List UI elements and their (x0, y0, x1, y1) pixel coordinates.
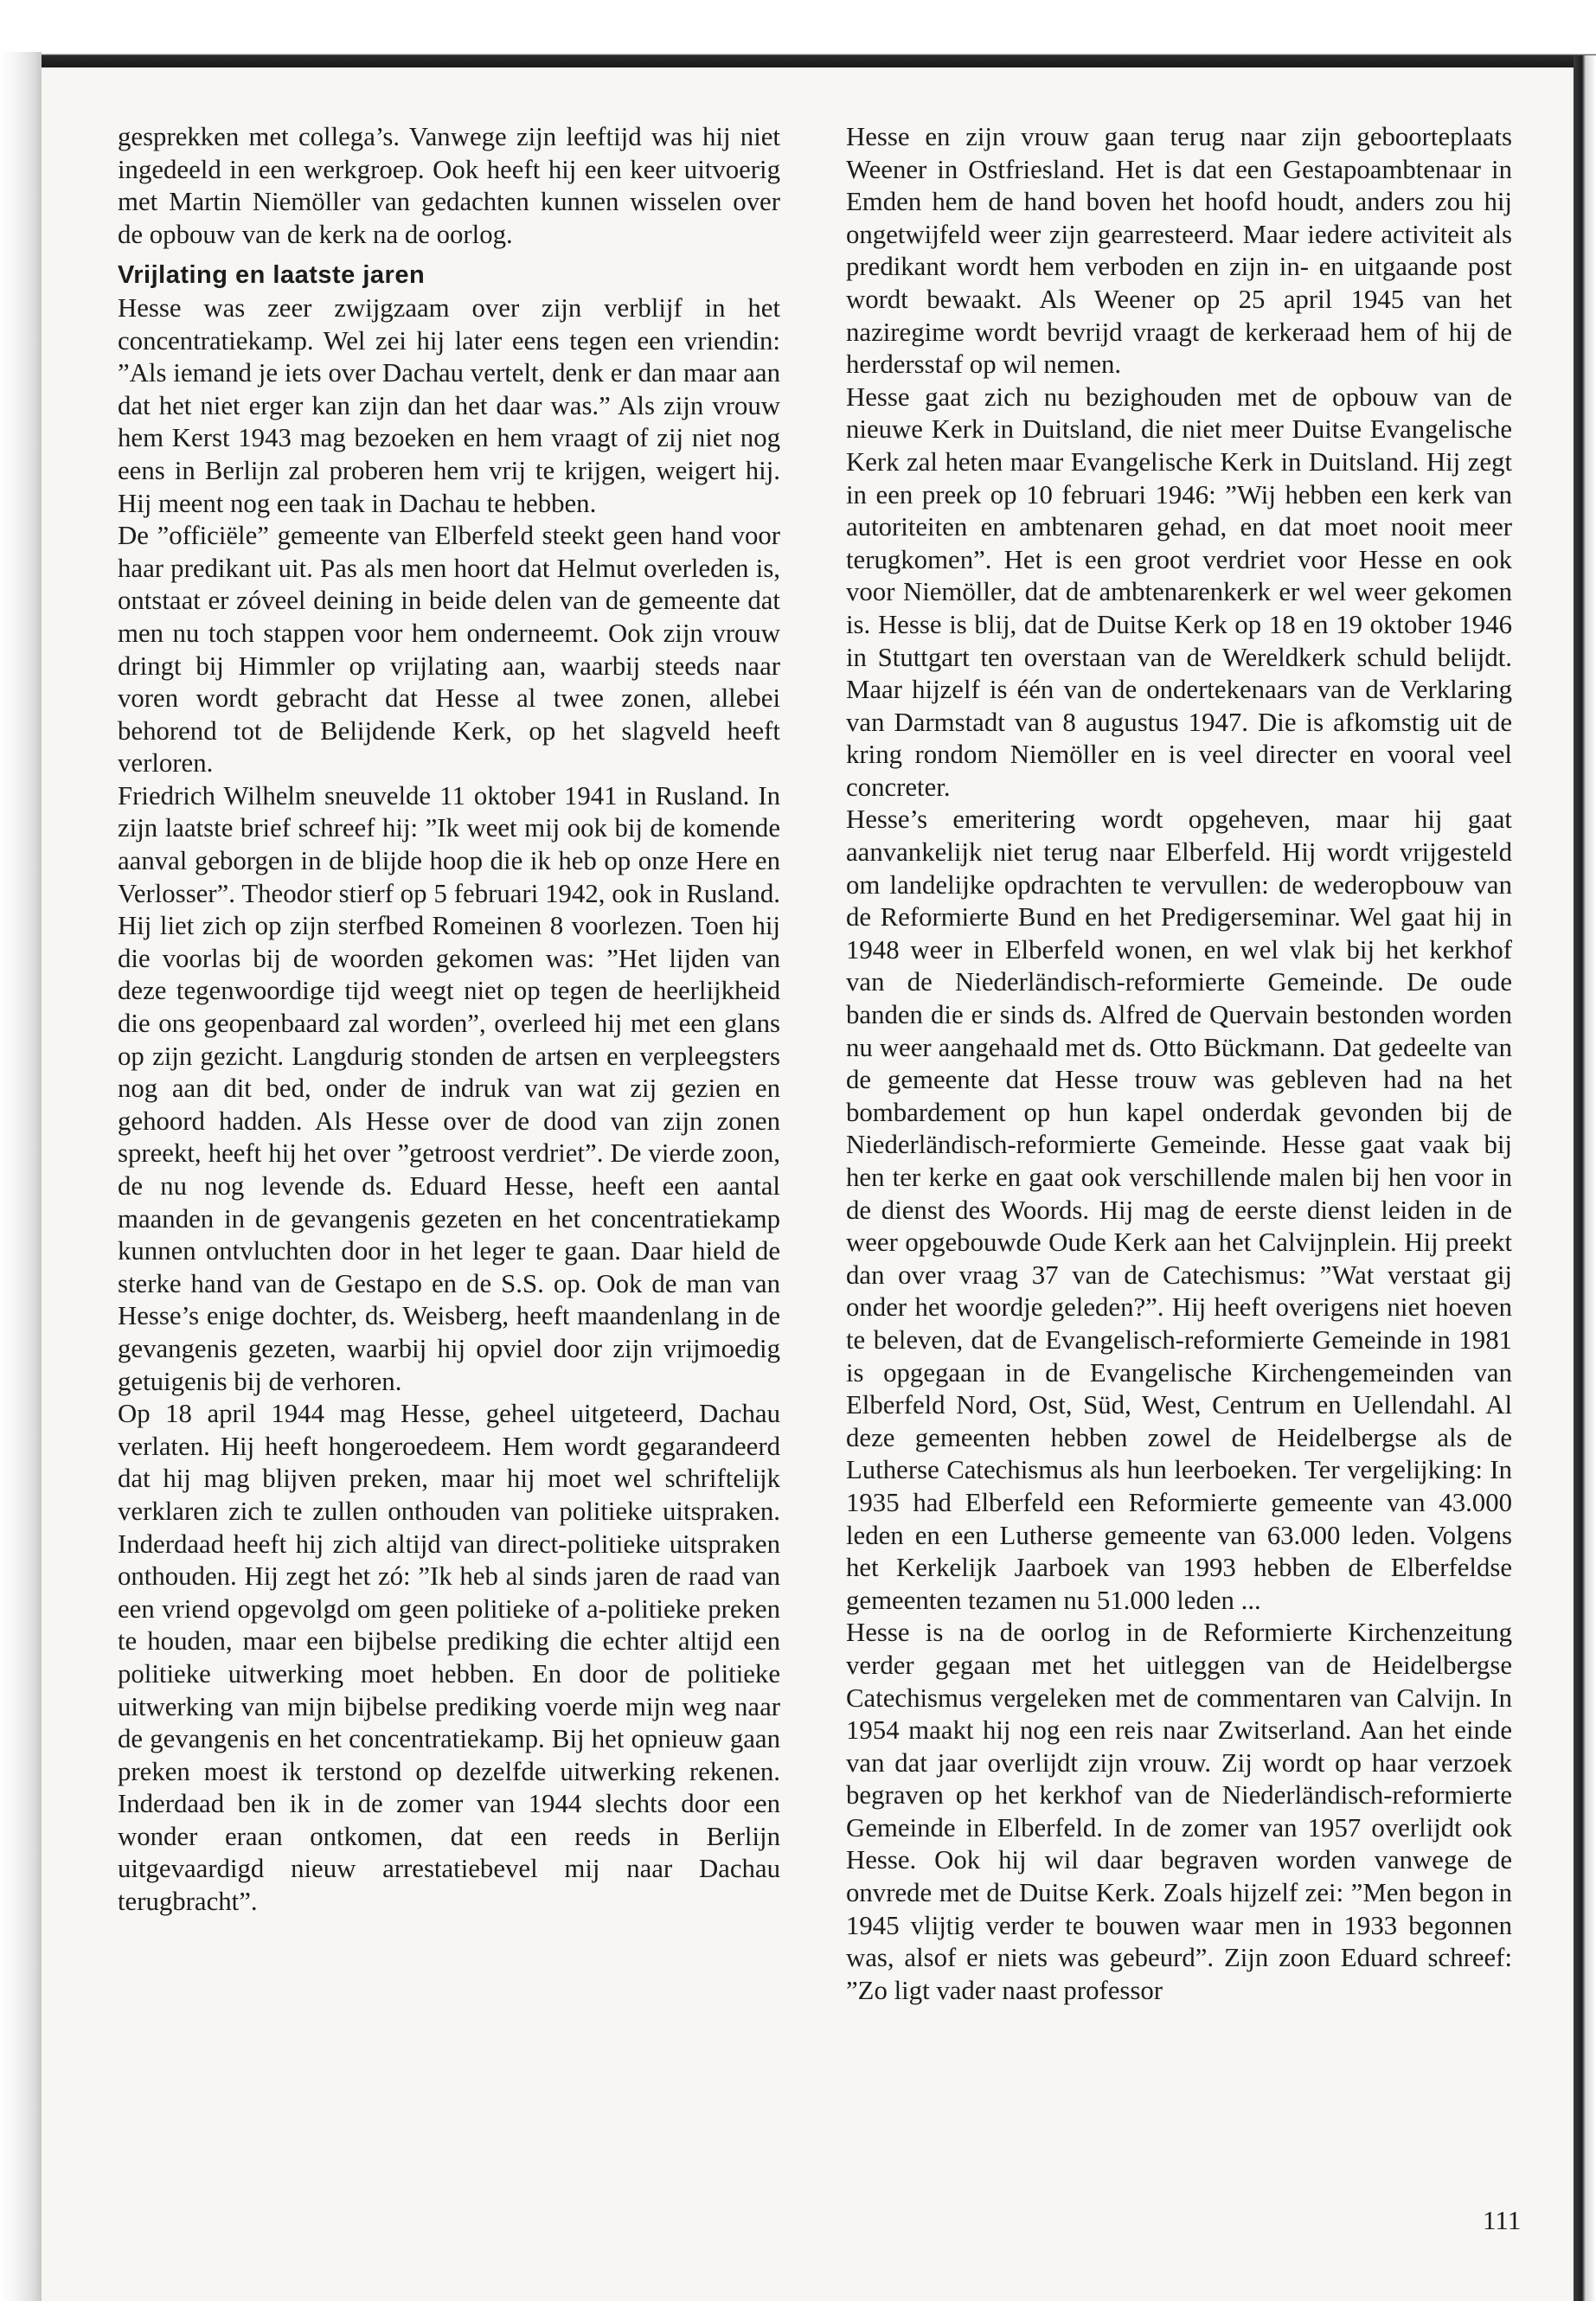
right-paragraph-2: Hesse gaat zich nu bezighouden met de opbouw van de nieuwe Kerk in Duitsland, die niet meer Duitse Evangelische Kerk zal heten maar Evangelische Kerk in Duitsland. Hij zegt in een preek op 10 februari 1946: ”Wij hebben een kerk van autoriteiten en ambtenaren gehad, en dat moet nooit meer terugkomen”. Het is een groot verdriet voor Hesse en ook voor Niemöller, dat de ambtenarenkerk er wel weer gekomen is. Hesse is blij, dat de Duitse Kerk op 18 en 19 oktober 1946 in Stuttgart ten overstaan van de Wereldkerk schuld belijdt. Maar hijzelf is één van de ondertekenaars van de Verklaring van Darmstadt van 8 augustus 1947. Die is afkomstig uit de kring rondom Niemöller en is veel directer en vooral veel concreter. (846, 381, 1512, 802)
binding-left-edge (0, 52, 42, 2301)
right-paragraph-3: Hesse’s emeritering wordt opgeheven, maar hij gaat aanvankelijk niet terug naar Elberfeld. Hij wordt vrijgesteld om landelijke opdrachten te vervullen: de wederopbouw van de Reformierte Bund en het Predigerseminar. Wel gaat hij in 1948 weer in Elberfeld wonen, en wel vlak bij het kerkhof van de Niederländisch-reformierte Gemeinde. De oude banden die er sinds ds. Alfred de Quervain bestonden worden nu weer aangehaald met ds. Otto Bückmann. Dat gedeelte van de gemeente dat Hesse trouw was gebleven had na het bombardement op hun kapel onderdak gevonden bij de Niederländisch-reformierte Gemeinde. Hesse gaat vaak bij hen ter kerke en gaat ook verschillende malen bij hen voor in de dienst des Woords. Hij mag de eerste dienst leiden in de weer opgebouwde Oude Kerk aan het Calvijnplein. Hij preekt dan over vraag 37 van de Catechismus: ”Wat verstaat gij onder het woordje geleden?”. Hij heeft overigens niet hoeven te beleven, dat de Evangelisch-reformierte Gemeinde in 1981 is opgegaan in de Evangelische Kirchengemeinden van Elberfeld Nord, Ost, Süd, West, Centrum en Uellendahl. Al deze gemeenten hebben zowel de Heidelbergse als de Lutherse Catechismus als hun leerboeken. Ter vergelijking: In 1935 had Elberfeld een Reformierte gemeente van 43.000 leden en een Lutherse gemeente van 63.000 leden. Volgens het Kerkelijk Jaarboek van 1993 hebben de Elberfeldse gemeenten tezamen nu 51.000 leden ... (846, 804, 1512, 1615)
left-paragraph-3: De ”officiële” gemeente van Elberfeld steekt geen hand voor haar predikant uit. Pas als men hoort dat Helmut overleden is, ontstaat er zóveel deining in beide delen van de gemeente dat men nu toch stappen voor hem onderneemt. Ook zijn vrouw dringt bij Himmler op vrijlating aan, waarbij steeds naar voren wordt gebracht dat Hesse al twee zonen, allebei behorend tot de Belijdende Kerk, op het slagveld heeft verloren. (118, 521, 780, 779)
right-paragraph-4: Hesse is na de oorlog in de Reformierte Kirchenzeitung verder gegaan met het uitleggen van de Heidelbergse Catechismus vergeleken met de commentaren van Calvijn. In 1954 maakt hij nog een reis naar Zwitserland. Aan het einde van dat jaar overlijdt zijn vrouw. Zij wordt op haar verzoek begraven op het kerkhof van de Niederländisch-reformierte Gemeinde in Elberfeld. In de zomer van 1957 overlijdt ook Hesse. Ook hij wil daar begraven worden vanwege de onvrede met de Duitse Kerk. Zoals hijzelf zei: ”Men begon in 1945 vlijtig verder te bouwen waar men in 1933 begonnen was, alsof er niets was gebeurd”. Zijn zoon Eduard schreef: ”Zo ligt vader naast professor (846, 1618, 1512, 2005)
document-page (42, 67, 1574, 2301)
binding-right-edge (1574, 55, 1596, 2301)
left-paragraph-1: gesprekken met collega’s. Vanwege zijn leeftijd was hij niet ingedeeld in een werkgroep. Ook heeft hij een keer uitvoerig met Martin Niemöller van gedachten kunnen wisselen over de opbouw van de kerk na de oorlog. (118, 122, 780, 249)
right-paragraph-1: Hesse en zijn vrouw gaan terug naar zijn geboorteplaats Weener in Ostfriesland. Het is dat een Gestapoambtenaar in Emden hem de hand boven het hoofd houdt, anders zou hij ongetwijfeld weer zijn gearresteerd. Maar iedere activiteit als predikant wordt hem verboden en zijn in- en uitgaande post wordt bewaakt. Als Weener op 25 april 1945 van het naziregime wordt bevrijd vraagt de kerkeraad hem of hij de herdersstaf op wil nemen. (846, 122, 1512, 380)
left-column (118, 121, 780, 1919)
left-paragraph-4: Friedrich Wilhelm sneuvelde 11 oktober 1941 in Rusland. In zijn laatste brief schreef hij: ”Ik weet mij ook bij de komende aanval geborgen in de blijde hoop die ik heb op onze Here en Verlosser”. Theodor stierf op 5 februari 1942, ook in Rusland. Hij liet zich op zijn sterfbed Romeinen 8 voorlezen. Toen hij die voorlas bij de woorden gekomen was: ”Het lijden van deze tegenwoordige tijd weegt niet op tegen de heerlijkheid die ons geopenbaard zal worden”, overleed hij met een glans op zijn gezicht. Langdurig stonden de artsen en verpleegsters nog aan dit bed, onder de indruk van wat zij gezien en gehoord hadden. Als Hesse over de dood van zijn zonen spreekt, heeft hij het over ”getroost verdriet”. De vierde zoon, de nu nog levende ds. Eduard Hesse, heeft een aantal maanden in de gevangenis gezeten en het concentratiekamp kunnen ontvluchten door in het leger te gaan. Daar hield de sterke hand van de Gestapo en de S.S. op. Ook de man van Hesse’s enige dochter, ds. Weisberg, heeft maandenlang in de gevangenis gezeten, waarbij hij opviel door zijn vrijmoedig getuigenis bij de verhoren. (118, 780, 780, 1396)
binding-top-edge (0, 0, 1596, 67)
section-heading: Vrijlating en laatste jaren (118, 261, 426, 290)
left-paragraph-5: Op 18 april 1944 mag Hesse, geheel uitgeteerd, Dachau verlaten. Hij heeft hongeroedeem. Hem wordt gegarandeerd dat hij mag blijven preken, maar hij moet wel schriftelijk verklaren zich te zullen onthouden van politieke uitspraken. Inderdaad heeft hij zich altijd van direct-politieke uitspraken onthouden. Hij zegt het zó: ”Ik heb al sinds jaren de raad van een vriend opgevolgd om geen politieke of a-politieke preken te houden, maar een bijbelse prediking die echter altijd een politieke uitwerking moet hebben. En door de politieke uitwerking van mijn bijbelse prediking voerde mijn weg naar de gevangenis en het concentratiekamp. Bij het opnieuw gaan preken moest ik terstond op dezelfde uitwerking rekenen. Inderdaad ben ik in de zomer van 1944 slechts door een wonder eraan ontkomen, dat een reeds in Berlijn uitgevaardigd nieuw arrestatiebevel mij naar Dachau terugbracht”. (118, 1399, 780, 1917)
left-paragraph-2: Hesse was zeer zwijgzaam over zijn verblijf in het concentratiekamp. Wel zei hij later eens tegen een vriendin: ”Als iemand je iets over Dachau vertelt, denk er dan maar aan dat het niet erger kan zijn dan het daar was.” Als zijn vrouw hem Kerst 1943 mag bezoeken en hem vraagt of zij niet nog eens in Berlijn zal proberen hem vrij te krijgen, weigert hij. Hij meent nog een taak in Dachau te hebben. (118, 292, 780, 518)
page-number: 111 (1483, 2205, 1522, 2235)
right-column (846, 121, 1512, 2007)
